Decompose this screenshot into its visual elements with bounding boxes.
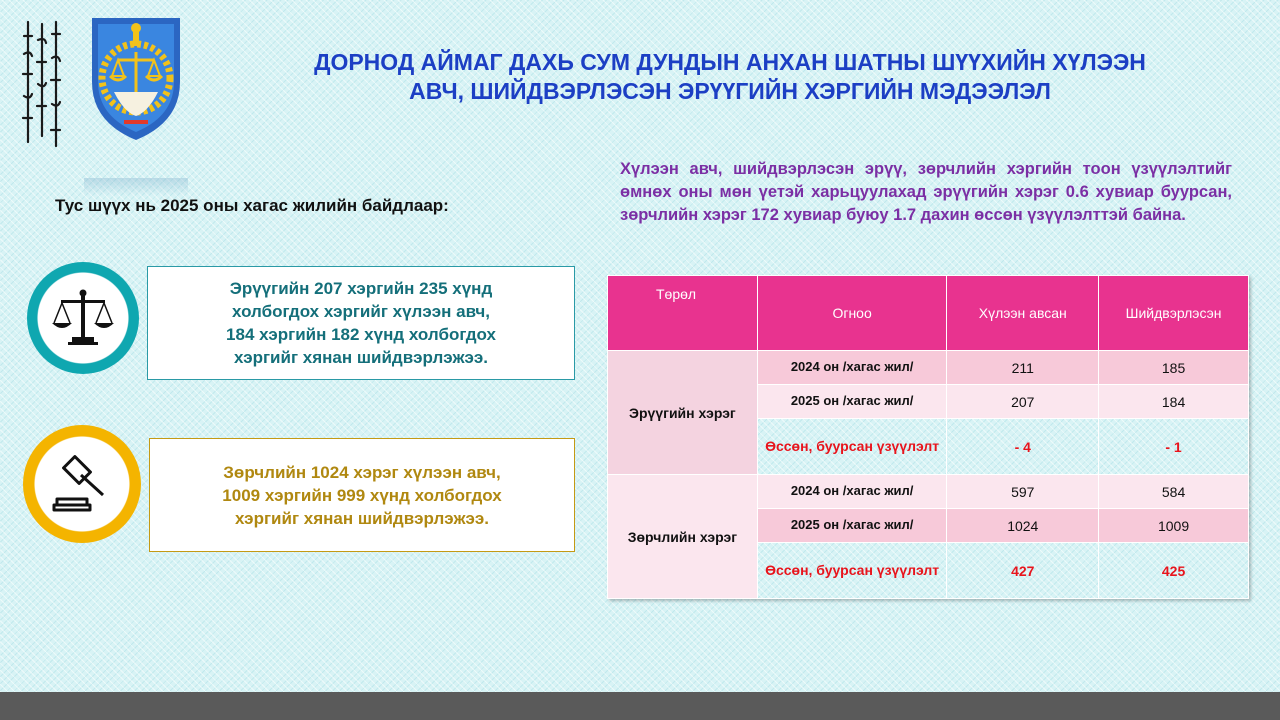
received-cell: 207	[947, 385, 1099, 419]
group-label-violation: Зөрчлийн хэрэг	[608, 475, 758, 599]
header-received: Хүлээн авсан	[947, 276, 1099, 351]
intro-text: Тус шүүх нь 2025 оны хагас жилийн байдлаар:	[55, 196, 449, 215]
delta-received-cell: - 4	[947, 419, 1099, 475]
delta-resolved-cell: - 1	[1099, 419, 1249, 475]
period-cell: 2024 он /хагас жил/	[757, 475, 947, 509]
violation-icon-circle	[23, 425, 141, 543]
scales-icon	[48, 283, 118, 353]
court-emblem-logo	[84, 12, 188, 144]
resolved-cell: 584	[1099, 475, 1249, 509]
group-label-criminal: Эрүүгийн хэрэг	[608, 351, 758, 475]
delta-resolved-cell: 425	[1099, 543, 1249, 599]
received-cell: 1024	[947, 509, 1099, 543]
resolved-cell: 1009	[1099, 509, 1249, 543]
violation-card-line: хэргийг хянан шийдвэрлэжээ.	[234, 508, 490, 528]
crime-card-line: хэргийг хянан шийдвэрлэжээ.	[233, 348, 489, 367]
gavel-icon	[49, 451, 115, 517]
header-period: Огноо	[757, 276, 947, 351]
delta-label-cell: Өссөн, буурсан үзүүлэлт	[757, 419, 947, 475]
page-title	[215, 48, 1245, 106]
mongolian-script-logo	[16, 14, 64, 154]
violation-card-line: Зөрчлийн 1024 хэрэг хүлээн авч,	[223, 462, 501, 482]
violation-card-line: 1009 хэргийн 999 хүнд холбогдох	[222, 485, 502, 505]
summary-text: Хүлээн авч, шийдвэрлэсэн эрүү, зөрчлийн хэргийн тоон үзүүлэлтийг өмнөх оны мөн үетэй харьцуулахад эрүүгийн хэрэг 0.6 хувиар буурсан, зөрчлийн хэрэг 172 хувиар буюу 1.7 дахин өссөн үзүүлэлттэй байна.	[620, 160, 1232, 224]
table-row	[608, 351, 1249, 385]
delta-label-cell: Өссөн, буурсан үзүүлэлт	[757, 543, 947, 599]
crime-card-line: Эрүүгийн 207 хэргийн 235 хүнд	[229, 279, 493, 298]
crime-summary-card	[147, 266, 575, 380]
header-type: Төрөл	[608, 276, 758, 351]
period-cell: 2024 он /хагас жил/	[757, 351, 947, 385]
page-title-line-1: ДОРНОД АЙМАГ ДАХЬ СУМ ДУНДЫН АНХАН ШАТНЫ ШҮҮХИЙН ХҮЛЭЭН	[314, 49, 1146, 75]
resolved-cell: 185	[1099, 351, 1249, 385]
received-cell: 597	[947, 475, 1099, 509]
crime-card-line: холбогдох хэргийг хүлээн авч,	[232, 302, 490, 321]
violation-summary-card	[149, 438, 575, 552]
received-cell: 211	[947, 351, 1099, 385]
footer-bar	[0, 692, 1280, 720]
table-row	[608, 475, 1249, 509]
emblem-reflection	[84, 178, 188, 196]
period-cell: 2025 он /хагас жил/	[757, 385, 947, 419]
header-resolved: Шийдвэрлэсэн	[1099, 276, 1249, 351]
page-title-line-2: АВЧ, ШИЙДВЭРЛЭСЭН ЭРҮҮГИЙН ХЭРГИЙН МЭДЭЭЛЭЛ	[409, 78, 1051, 104]
case-statistics-table	[607, 275, 1249, 599]
period-cell: 2025 он /хагас жил/	[757, 509, 947, 543]
crime-card-line: 184 хэргийн 182 хүнд холбогдох	[226, 325, 496, 344]
delta-received-cell: 427	[947, 543, 1099, 599]
resolved-cell: 184	[1099, 385, 1249, 419]
table-header-row	[608, 276, 1249, 351]
crime-icon-circle	[27, 262, 139, 374]
